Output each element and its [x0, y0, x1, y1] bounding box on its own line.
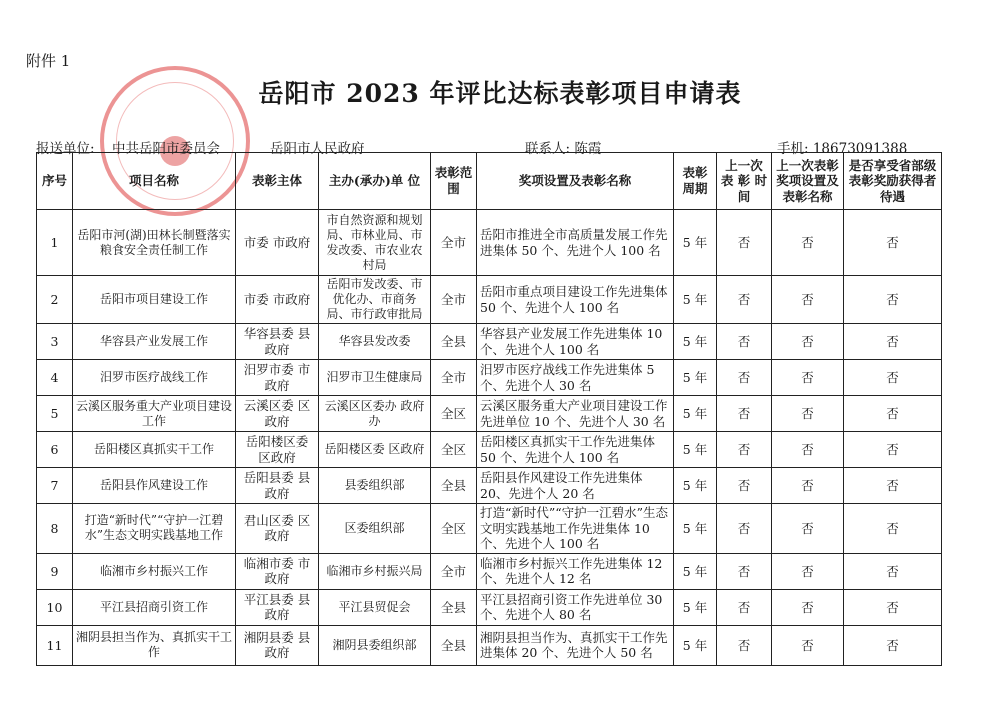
cell-cycle: 5 年 — [674, 360, 717, 396]
cell-project-name: 岳阳县作风建设工作 — [73, 468, 236, 504]
header-cell: 主办(承办)单 位 — [319, 153, 431, 210]
cell-scope: 全县 — [431, 468, 477, 504]
cell-last-award: 否 — [772, 432, 844, 468]
header-cell: 奖项设置及表彰名称 — [477, 153, 674, 210]
cell-award: 打造“新时代”“守护一江碧水”生态文明实践基地工作先进集体 10 个、先进个人 100 名 — [477, 504, 674, 554]
cell-organizer: 岳阳市发改委、市优化办、市商务局、市行政审批局 — [319, 276, 431, 324]
cell-cycle: 5 年 — [674, 589, 717, 625]
cell-scope: 全县 — [431, 625, 477, 665]
cell-cycle: 5 年 — [674, 468, 717, 504]
cell-project-name: 岳阳市项目建设工作 — [73, 276, 236, 324]
submit-unit-label: 报送单位: — [36, 141, 95, 157]
cell-subject: 临湘市委 市政府 — [236, 553, 319, 589]
cell-organizer: 市自然资源和规划局、市林业局、市发改委、市农业农村局 — [319, 210, 431, 276]
cell-treatment: 否 — [844, 589, 942, 625]
cell-subject: 岳阳楼区委 区政府 — [236, 432, 319, 468]
cell-subject: 云溪区委 区政府 — [236, 396, 319, 432]
cell-last-time: 否 — [717, 504, 772, 554]
cell-no: 1 — [37, 210, 73, 276]
cell-award: 云溪区服务重大产业项目建设工作先进单位 10 个、先进个人 30 名 — [477, 396, 674, 432]
cell-subject: 汨罗市委 市政府 — [236, 360, 319, 396]
table-row — [37, 553, 942, 589]
cell-organizer: 岳阳楼区委 区政府 — [319, 432, 431, 468]
application-table — [36, 152, 942, 666]
cell-scope: 全市 — [431, 553, 477, 589]
cell-cycle: 5 年 — [674, 324, 717, 360]
cell-award: 岳阳市重点项目建设工作先进集体 50 个、先进个人 100 名 — [477, 276, 674, 324]
cell-award: 汨罗市医疗战线工作先进集体 5 个、先进个人 30 名 — [477, 360, 674, 396]
table-row — [37, 589, 942, 625]
cell-last-time: 否 — [717, 210, 772, 276]
cell-subject: 市委 市政府 — [236, 276, 319, 324]
cell-cycle: 5 年 — [674, 210, 717, 276]
table-row — [37, 210, 942, 276]
header-cell: 表彰周期 — [674, 153, 717, 210]
cell-organizer: 汨罗市卫生健康局 — [319, 360, 431, 396]
table-row — [37, 396, 942, 432]
cell-award: 平江县招商引资工作先进单位 30 个、先进个人 80 名 — [477, 589, 674, 625]
cell-no: 5 — [37, 396, 73, 432]
attachment-label: 附件 1 — [26, 52, 71, 70]
cell-cycle: 5 年 — [674, 276, 717, 324]
cell-project-name: 打造“新时代”“守护一江碧水”生态文明实践基地工作 — [73, 504, 236, 554]
cell-project-name: 平江县招商引资工作 — [73, 589, 236, 625]
table-row — [37, 324, 942, 360]
cell-no: 10 — [37, 589, 73, 625]
cell-scope: 全市 — [431, 360, 477, 396]
cell-organizer: 湘阴县委组织部 — [319, 625, 431, 665]
cell-last-award: 否 — [772, 468, 844, 504]
cell-organizer: 平江县贸促会 — [319, 589, 431, 625]
header-cell: 项目名称 — [73, 153, 236, 210]
header-cell: 表彰范围 — [431, 153, 477, 210]
cell-last-award: 否 — [772, 625, 844, 665]
cell-subject: 君山区委 区政府 — [236, 504, 319, 554]
cell-scope: 全区 — [431, 432, 477, 468]
cell-award: 湘阴县担当作为、真抓实干工作先进集体 20 个、先进个人 50 名 — [477, 625, 674, 665]
cell-organizer: 区委组织部 — [319, 504, 431, 554]
cell-last-award: 否 — [772, 504, 844, 554]
cell-no: 2 — [37, 276, 73, 324]
table-row — [37, 276, 942, 324]
cell-treatment: 否 — [844, 360, 942, 396]
cell-no: 7 — [37, 468, 73, 504]
cell-treatment: 否 — [844, 625, 942, 665]
submit-unit-2: 岳阳市人民政府 — [270, 141, 365, 157]
cell-scope: 全市 — [431, 210, 477, 276]
cell-cycle: 5 年 — [674, 432, 717, 468]
cell-last-time: 否 — [717, 276, 772, 324]
header-cell: 表彰主体 — [236, 153, 319, 210]
cell-scope: 全区 — [431, 396, 477, 432]
header-cell: 上一次表彰奖项设置及表彰名称 — [772, 153, 844, 210]
cell-last-time: 否 — [717, 625, 772, 665]
cell-organizer: 临湘市乡村振兴局 — [319, 553, 431, 589]
cell-scope: 全区 — [431, 504, 477, 554]
table-row — [37, 468, 942, 504]
cell-last-time: 否 — [717, 468, 772, 504]
cell-scope: 全县 — [431, 324, 477, 360]
cell-project-name: 岳阳市河(湖)田林长制暨落实粮食安全责任制工作 — [73, 210, 236, 276]
cell-no: 11 — [37, 625, 73, 665]
cell-treatment: 否 — [844, 276, 942, 324]
cell-treatment: 否 — [844, 504, 942, 554]
cell-award: 华容县产业发展工作先进集体 10 个、先进个人 100 名 — [477, 324, 674, 360]
cell-last-award: 否 — [772, 396, 844, 432]
cell-award: 岳阳楼区真抓实干工作先进集体 50 个、先进个人 100 名 — [477, 432, 674, 468]
table-row — [37, 625, 942, 665]
cell-project-name: 湘阴县担当作为、真抓实干工作 — [73, 625, 236, 665]
cell-last-award: 否 — [772, 276, 844, 324]
table-row — [37, 432, 942, 468]
cell-cycle: 5 年 — [674, 625, 717, 665]
table-row — [37, 504, 942, 554]
cell-scope: 全市 — [431, 276, 477, 324]
header-cell: 序号 — [37, 153, 73, 210]
cell-subject: 平江县委 县政府 — [236, 589, 319, 625]
cell-treatment: 否 — [844, 468, 942, 504]
cell-last-time: 否 — [717, 396, 772, 432]
cell-no: 3 — [37, 324, 73, 360]
cell-project-name: 云溪区服务重大产业项目建设工作 — [73, 396, 236, 432]
cell-cycle: 5 年 — [674, 396, 717, 432]
cell-subject: 市委 市政府 — [236, 210, 319, 276]
cell-last-award: 否 — [772, 324, 844, 360]
cell-treatment: 否 — [844, 324, 942, 360]
cell-cycle: 5 年 — [674, 504, 717, 554]
cell-award: 临湘市乡村振兴工作先进集体 12 个、先进个人 12 名 — [477, 553, 674, 589]
cell-subject: 华容县委 县政府 — [236, 324, 319, 360]
table-header-row — [37, 153, 942, 210]
cell-last-time: 否 — [717, 324, 772, 360]
cell-no: 9 — [37, 553, 73, 589]
cell-treatment: 否 — [844, 553, 942, 589]
cell-treatment: 否 — [844, 210, 942, 276]
page-title: 岳阳市 2023 年评比达标表彰项目申请表 — [258, 79, 742, 108]
cell-project-name: 临湘市乡村振兴工作 — [73, 553, 236, 589]
contact-person: 联系人: 陈霞 — [525, 141, 602, 157]
cell-last-award: 否 — [772, 210, 844, 276]
cell-project-name: 汨罗市医疗战线工作 — [73, 360, 236, 396]
cell-subject: 湘阴县委 县政府 — [236, 625, 319, 665]
cell-organizer: 云溪区区委办 政府办 — [319, 396, 431, 432]
table-row — [37, 360, 942, 396]
header-cell: 上一次表 彰 时 间 — [717, 153, 772, 210]
cell-no: 4 — [37, 360, 73, 396]
cell-last-time: 否 — [717, 553, 772, 589]
cell-organizer: 县委组织部 — [319, 468, 431, 504]
cell-project-name: 岳阳楼区真抓实干工作 — [73, 432, 236, 468]
cell-scope: 全县 — [431, 589, 477, 625]
cell-treatment: 否 — [844, 432, 942, 468]
cell-last-award: 否 — [772, 589, 844, 625]
cell-subject: 岳阳县委 县政府 — [236, 468, 319, 504]
cell-no: 6 — [37, 432, 73, 468]
cell-last-time: 否 — [717, 432, 772, 468]
cell-award: 岳阳市推进全市高质量发展工作先进集体 50 个、先进个人 100 名 — [477, 210, 674, 276]
submit-unit-1: 中共岳阳市委员会 — [112, 141, 220, 157]
cell-last-award: 否 — [772, 553, 844, 589]
header-cell: 是否享受省部级表彰奖励获得者待遇 — [844, 153, 942, 210]
cell-award: 岳阳县作风建设工作先进集体 20、先进个人 20 名 — [477, 468, 674, 504]
cell-cycle: 5 年 — [674, 553, 717, 589]
cell-last-time: 否 — [717, 360, 772, 396]
cell-no: 8 — [37, 504, 73, 554]
phone-number: 手机: 18673091388 — [777, 141, 908, 157]
cell-project-name: 华容县产业发展工作 — [73, 324, 236, 360]
cell-treatment: 否 — [844, 396, 942, 432]
cell-organizer: 华容县发改委 — [319, 324, 431, 360]
cell-last-time: 否 — [717, 589, 772, 625]
cell-last-award: 否 — [772, 360, 844, 396]
